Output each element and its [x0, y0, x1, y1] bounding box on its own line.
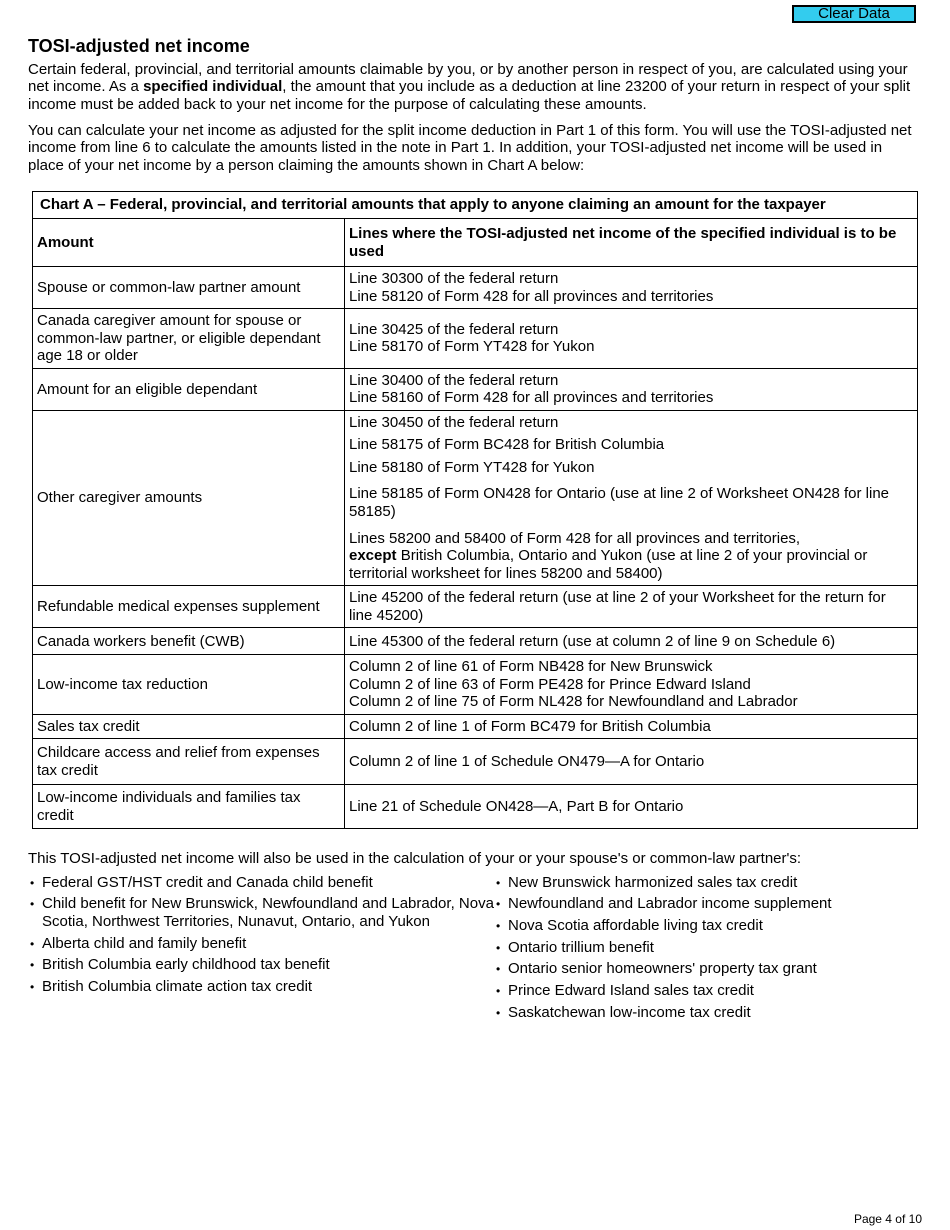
- list-item: • Prince Edward Island sales tax credit: [494, 982, 922, 1000]
- list-item: • Alberta child and family benefit: [28, 935, 494, 953]
- table-row: [33, 628, 918, 655]
- row-lines: Column 2 of line 61 of Form NB428 for New Brunswick Column 2 of line 63 of Form PE428 for Prince Edward Island Column 2 of line 75 of Form NL428 for Newfoundland and Labrador: [345, 655, 918, 715]
- clear-data-button[interactable]: Clear Data: [792, 5, 916, 23]
- row-amount: Childcare access and relief from expenses tax credit: [33, 739, 345, 785]
- list-item: • Federal GST/HST credit and Canada child benefit: [28, 874, 494, 892]
- row-lines: Line 45300 of the federal return (use at column 2 of line 9 on Schedule 6): [345, 628, 918, 655]
- table-row: [33, 410, 918, 585]
- list-item: • Newfoundland and Labrador income supplement: [494, 895, 922, 913]
- row-amount: Spouse or common-law partner amount: [33, 267, 345, 309]
- row-amount: Refundable medical expenses supplement: [33, 586, 345, 628]
- table-row: [33, 785, 918, 829]
- benefit-list-left: [28, 874, 494, 1026]
- row-amount: Low-income individuals and families tax credit: [33, 785, 345, 829]
- table-row: [33, 309, 918, 369]
- list-item: • Child benefit for New Brunswick, Newfoundland and Labrador, Nova Scotia, Northwest Territories, Nunavut, Ontario, and Yukon: [28, 895, 494, 930]
- row-lines: Column 2 of line 1 of Schedule ON479—A for Ontario: [345, 739, 918, 785]
- row-lines: Line 45200 of the federal return (use at line 2 of your Worksheet for the return for line 45200): [345, 586, 918, 628]
- table-row: [33, 368, 918, 410]
- row-amount: Canada caregiver amount for spouse or common-law partner, or eligible dependant age 18 or older: [33, 309, 345, 369]
- chart-a-caption: Chart A – Federal, provincial, and territorial amounts that apply to anyone claiming an amount for the taxpayer: [33, 192, 918, 219]
- intro-paragraph-1: Certain federal, provincial, and territorial amounts claimable by you, or by another person in respect of you, are calculated using your net income. As a specified individual, the amount that you include as a deduction at line 23200 of your return in respect of your split income must be added back to your net income for the purpose of calculating these amounts.: [28, 60, 911, 113]
- table-row: [33, 739, 918, 785]
- row-amount: Amount for an eligible dependant: [33, 368, 345, 410]
- table-row: [33, 267, 918, 309]
- list-item: • Ontario senior homeowners' property tax grant: [494, 960, 922, 978]
- also-used-section: [28, 850, 922, 1026]
- specified-individual-term: specified individual: [143, 78, 283, 96]
- row-lines: Line 30425 of the federal return Line 58170 of Form YT428 for Yukon: [345, 309, 918, 369]
- row-lines: Line 30300 of the federal return Line 58120 of Form 428 for all provinces and territories: [345, 267, 918, 309]
- list-item: • Saskatchewan low-income tax credit: [494, 1004, 922, 1022]
- list-item: • British Columbia climate action tax credit: [28, 978, 494, 996]
- intro-section: [28, 36, 922, 183]
- list-item: • New Brunswick harmonized sales tax credit: [494, 874, 922, 892]
- row-lines: Line 30450 of the federal return Line 58175 of Form BC428 for British Columbia Line 58180 of Form YT428 for Yukon Line 58185 of Form ON428 for Ontario (use at line 2 of Worksheet ON428 for line 58185) Lines 58200 and 58400 of Form 428 for all provinces and territories, except British Columbia, Ontario and Yukon (use at line 2 of your provincial or territorial worksheet for lines 58200 and 58400): [345, 410, 918, 585]
- header-lines: Lines where the TOSI-adjusted net income of the specified individual is to be used: [345, 219, 918, 267]
- benefit-list-right: [494, 874, 922, 1026]
- chart-a-table: [32, 191, 918, 829]
- intro-paragraph-2: You can calculate your net income as adjusted for the split income deduction in Part 1 of this form. You will use the TOSI-adjusted net income from line 6 to calculate the amounts listed in the note in Part 1. In addition, your TOSI-adjusted net income will be used in place of your net income by a person claiming the amounts shown in Chart A below:: [28, 121, 912, 175]
- page-title: TOSI-adjusted net income: [28, 36, 250, 56]
- list-item: • British Columbia early childhood tax benefit: [28, 956, 494, 974]
- table-row: [33, 655, 918, 715]
- page-number: Page 4 of 10: [853, 1212, 922, 1226]
- row-amount: Low-income tax reduction: [33, 655, 345, 715]
- row-amount: Canada workers benefit (CWB): [33, 628, 345, 655]
- header-amount: Amount: [33, 219, 345, 267]
- row-amount: Sales tax credit: [33, 714, 345, 739]
- table-row: [33, 586, 918, 628]
- also-used-intro: This TOSI-adjusted net income will also be used in the calculation of your or your spouse's or common-law partner's:: [28, 850, 802, 867]
- row-amount: Other caregiver amounts: [33, 410, 345, 585]
- list-item: • Nova Scotia affordable living tax credit: [494, 917, 922, 935]
- list-item: • Ontario trillium benefit: [494, 939, 922, 957]
- table-row: [33, 714, 918, 739]
- row-lines: Line 21 of Schedule ON428—A, Part B for Ontario: [345, 785, 918, 829]
- row-lines: Column 2 of line 1 of Form BC479 for British Columbia: [345, 714, 918, 739]
- row-lines: Line 30400 of the federal return Line 58160 of Form 428 for all provinces and territories: [345, 368, 918, 410]
